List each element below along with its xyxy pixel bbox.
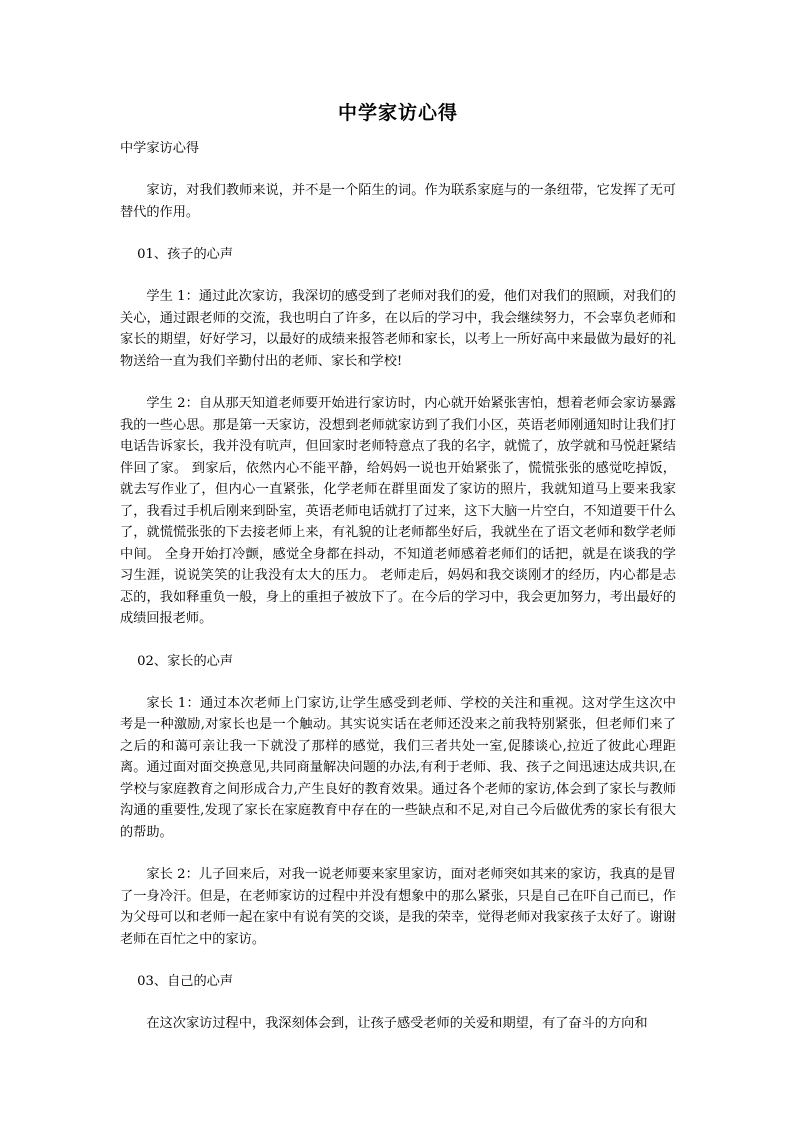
paragraph-student-1: 学生 1：通过此次家访，我深切的感受到了老师对我们的爱，他们对我们的照顾，对我们的关心，通过跟老师的交流，我也明白了许多，在以后的学习中，我会继续努力，不会辜负老师和家长的期望，好好学习，以最好的成绩来报答老师和家长，以考上一所好高中来最做为最好的礼物送给一直为我们辛勤付出的老师、家长和学校!: [120, 289, 676, 369]
spacer: [120, 630, 676, 651]
section-heading-parents: 02、家长的心声: [137, 653, 234, 669]
spacer: [120, 372, 676, 393]
spacer: [120, 265, 676, 286]
spacer: [120, 159, 676, 180]
document-page: [120, 100, 676, 1035]
paragraph-student-2: 学生 2：自从那天知道老师要开始进行家访时，内心就开始紧张害怕，想着老师会家访暴露我的一些心思。那是第一天家访，没想到老师就家访到了我们小区，英语老师刚通知时让我们打电话告诉家长，我并没有吭声，但回家时老师特意点了我的名字，就慌了，放学就和马悦赶紧结伴回了家。 到家后，依然内心不能平静，给妈妈一说也开始紧张了，慌慌张张的感觉吃掉饭，就去写作业了，但内心一直紧张，化学老师在群里面发了家访的照片，我就知道马上要来我家了，我看过手机后刚来到卧室，英语老师电话就打了过来，这下大脑一片空白，不知道要干什么了，就慌慌张张的下去接老师上来，有礼貌的让老师都坐好后，我就坐在了语文老师和数学老师中间。 全身开始打冷颤，感觉全身都在抖动，不知道老师感着老师们的话把，就是在谈我的学习生涯，说说笑笑的让我没有太大的压力。 老师走后，妈妈和我交谈刚才的经历，内心都是忐忑的，我如释重负一般，身上的重担子被放下了。在今后的学习中，我会更加努力，考出最好的成绩回报老师。: [120, 396, 676, 626]
section-heading-self: 03、自己的心声: [137, 974, 234, 989]
section-heading-children: 01、孩子的心声: [137, 247, 234, 262]
spacer: [120, 950, 676, 971]
spacer: [120, 843, 676, 864]
paragraph-parent-1: 家长 1：通过本次老师上门家访,让学生感受到老师、学校的关注和重视。这对学生这次中考是一种激励,对家长也是一个触动。其实说实话在老师还没来之前我特别紧张，但老师们来了之后的和蔼可亲让我一下就没了那样的感觉，我们三者共处一室,促膝谈心,拉近了彼此心理距离。通过面对面交换意见,共同商量解决问题的办法,有利于老师、我、孩子之间迅速达成共识,在学校与家庭教育之间形成合力,产生良好的教育效果。通过各个老师的家访,体会到了家长与教师沟通的重要性,发现了家长在家庭教育中存在的一些缺点和不足,对自己今后做优秀的家长有很大的帮助。: [120, 695, 676, 840]
paragraph-parent-2: 家长 2：儿子回来后，对我一说老师要来家里家访，面对老师突如其来的家访，我真的是冒了一身冷汗。但是，在老师家访的过程中并没有想象中的那么紧张，只是自己在吓自己而已，作为父母可以和老师一起在家中有说有笑的交谈，是我的荣幸，觉得老师对我家孩子太好了。谢谢老师在百忙之中的家访。: [120, 867, 676, 947]
document-title: 中学家访心得: [337, 102, 458, 124]
spacer: [120, 992, 676, 1013]
intro-paragraph: 家访，对我们教师来说，并不是一个陌生的词。作为联系家庭与的一条纽带，它发挥了无可替代的作用。: [120, 183, 676, 220]
spacer: [120, 672, 676, 693]
spacer: [120, 223, 676, 244]
document-subtitle: 中学家访心得: [120, 141, 200, 156]
paragraph-self-1: 在这次家访过程中，我深刻体会到，让孩子感受老师的关爱和期望，有了奋斗的方向和: [146, 1016, 648, 1031]
